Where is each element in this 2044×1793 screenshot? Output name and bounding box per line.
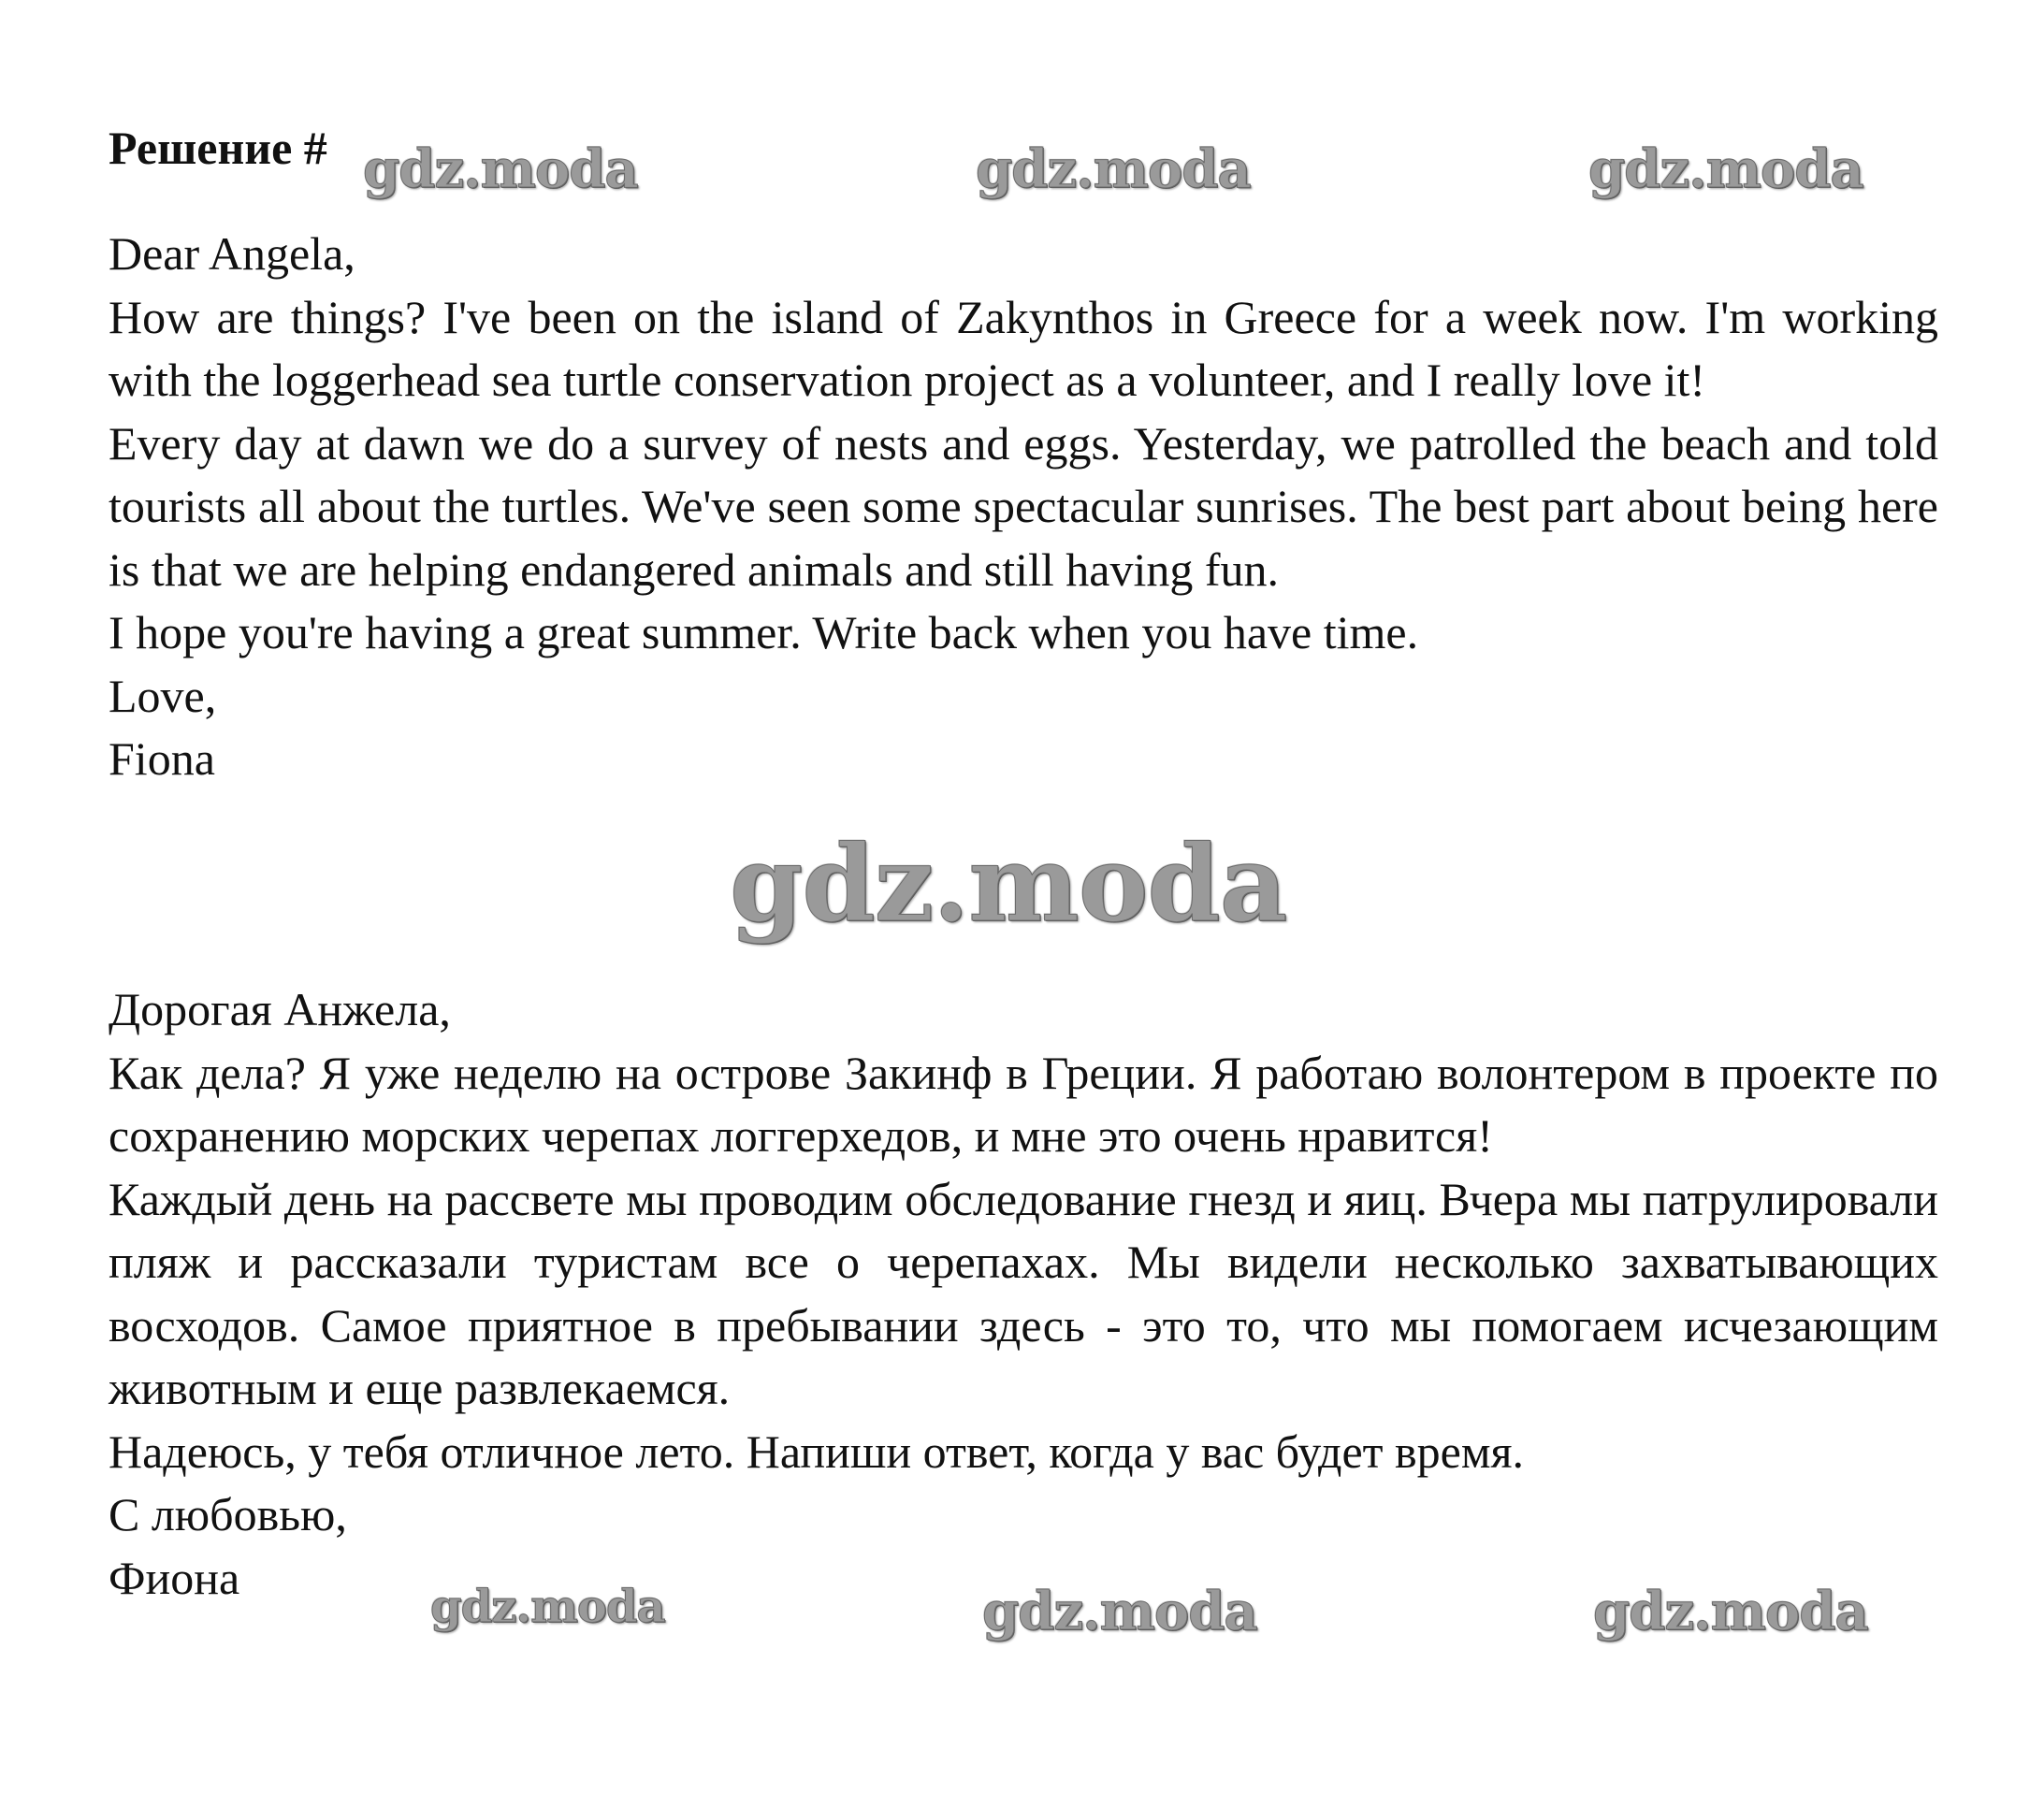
letter-paragraph: Надеюсь, у тебя отличное лето. Напиши ответ, когда у вас будет время. — [109, 1424, 1524, 1478]
watermark-bottom-right: gdz.moda — [1593, 1581, 1868, 1642]
letter-closing: Love, — [109, 669, 217, 722]
letter-greeting: Dear Angela, — [109, 227, 355, 280]
watermark-top-right: gdz.moda — [1588, 138, 1863, 200]
watermark-middle: gdz.moda — [730, 823, 1287, 946]
letter-english — [109, 223, 1938, 791]
letter-signature: Фиона — [109, 1551, 240, 1604]
letter-greeting: Дорогая Анжела, — [109, 983, 451, 1035]
watermark-top-left: gdz.moda — [363, 138, 638, 200]
letter-paragraph: How are things? I've been on the island of Zakynthos in Greece for a week now. I'm working with the loggerhead sea turtle conservation project as a volunteer, and I really love it! — [109, 290, 1938, 406]
watermark-bottom-left: gdz.moda — [430, 1581, 665, 1633]
letter-paragraph: Every day at dawn we do a survey of nests and eggs. Yesterday, we patrolled the beach and told tourists all about the turtles. We've seen some spectacular sunrises. The best part about being here is that we are helping endangered animals and still having fun. — [109, 416, 1938, 596]
letter-signature: Fiona — [109, 732, 215, 785]
letter-paragraph: Каждый день на рассвете мы проводим обследование гнезд и яиц. Вчера мы патрулировали пляж и рассказали туристам все о черепахах. Мы видели несколько захватывающих восходов. Самое приятное в пребывании здесь - это то, что мы помогаем исчезающим животным и еще развлекаемся. — [109, 1172, 1938, 1414]
watermark-bottom-center: gdz.moda — [982, 1581, 1257, 1642]
letter-closing: С любовью, — [109, 1488, 347, 1540]
letter-paragraph: Как дела? Я уже неделю на острове Закинф в Греции. Я работаю волонтером в проекте по сохранению морских черепах логгерхедов, и мне это очень нравится! — [109, 1046, 1938, 1162]
solution-heading: Решение # — [109, 122, 327, 174]
letter-russian — [109, 978, 1938, 1610]
watermark-top-center: gdz.moda — [976, 138, 1251, 200]
letter-paragraph: I hope you're having a great summer. Write back when you have time. — [109, 606, 1419, 658]
